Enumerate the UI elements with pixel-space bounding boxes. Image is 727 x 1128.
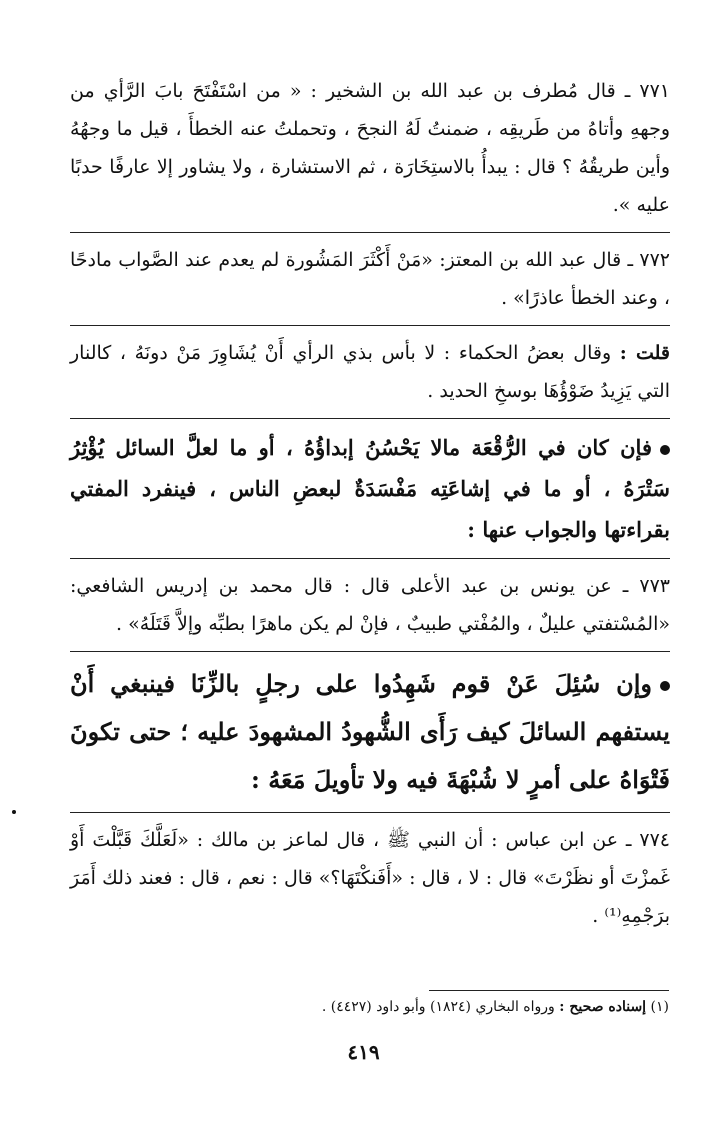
section-divider xyxy=(70,651,670,652)
page-number: ٤١٩ xyxy=(347,1040,380,1064)
section-divider xyxy=(70,325,670,326)
section-divider xyxy=(70,232,670,233)
footnote-label: إسناده صحيح : xyxy=(559,999,647,1015)
page-body xyxy=(70,72,670,943)
section-divider xyxy=(70,418,670,419)
section-divider xyxy=(70,812,670,813)
margin-dot xyxy=(12,810,16,814)
footnote-number: (١) xyxy=(650,999,669,1015)
entry-772: ٧٧٢ ـ قال عبد الله بن المعتز: «مَنْ أَكْثَرَ المَشُورة لم يعدم عند الصَّواب مادحًا ، وعند الخطأ عاذرًا» . xyxy=(70,249,670,309)
section-divider xyxy=(70,558,670,559)
footnote-separator xyxy=(429,990,669,991)
note-text: وقال بعضُ الحكماء : لا بأس بذي الرأي أَنْ يُشَاوِرَ مَنْ دونَهُ ، كالنار التي يَزِيدُ ضَوْؤُهَا بوسخِ الحديد . xyxy=(70,342,670,402)
entry-774: ٧٧٤ ـ عن ابن عباس : أن النبي ﷺ ، قال لماعز بن مالك : «لَعَلَّكَ قَبَّلْتَ أَوْ غَمزْتَ أو نظَرْتَ» قال : لا ، قال : «أَفَنكْتَهَا؟» قال : نعم ، قال : فعند ذلك أَمَرَ برَجْمِهِ⁽¹⁾ . xyxy=(70,829,670,927)
bullet-icon xyxy=(660,445,670,455)
rule-paragraph-1 xyxy=(70,427,670,550)
footnote xyxy=(59,996,669,1018)
rule-2-text: وإن سُئِلَ عَنْ قوم شَهِدُوا على رجلٍ بالزِّنَا فينبغي أَنْ يستفهم السائلَ كيف رَأَى الشُّهودُ المشهودَ عليه ؛ حتى تكونَ فَتْوَاهُ على أمرٍ لا شُبْهَةَ فيه ولا تأويلَ مَعَهُ : xyxy=(70,669,670,794)
entry-771: ٧٧١ ـ قال مُطرف بن عبد الله بن الشخير : « من اسْتَفْتَحَ بابَ الرَّأي من وجههِ وأتاهُ من طَريقِه ، ضمنتُ لَهُ النجحَ ، وتحملتُ عنه الخطأَ ، قيل ما وجهُهُ وأين طريقُهُ ؟ قال : يبدأُ بالاستِخَارَة ، ثم الاستشارة ، ولا يشاور إلا عارفًا حدبًا عليه ». xyxy=(70,80,670,216)
bullet-icon xyxy=(660,681,670,691)
rule-1-text: فإن كان في الرُّقْعَة مالا يَحْسُنُ إبداؤُهُ ، أو ما لعلَّ السائل يُؤْثِرُ سَتْرَهُ ، أو ما في إشاعَتِه مَفْسَدَةٌ لبعضِ الناس ، فينفرد المفتي بقراءتها والجواب عنها : xyxy=(70,435,670,542)
footnote-text: ورواه البخاري (١٨٢٤) وأبو داود (٤٤٢٧) . xyxy=(321,999,555,1015)
rule-paragraph-2 xyxy=(70,660,670,804)
entry-773: ٧٧٣ ـ عن يونس بن عبد الأعلى قال : قال محمد بن إدريس الشافعي: «المُسْتفتي عليلٌ ، والمُفْتي طبيبٌ ، فإنْ لم يكن ماهرًا بطبِّه وإلاَّ قَتَلَهُ» . xyxy=(70,575,670,635)
note-label: قلت : xyxy=(619,342,670,364)
note-paragraph xyxy=(70,334,670,410)
